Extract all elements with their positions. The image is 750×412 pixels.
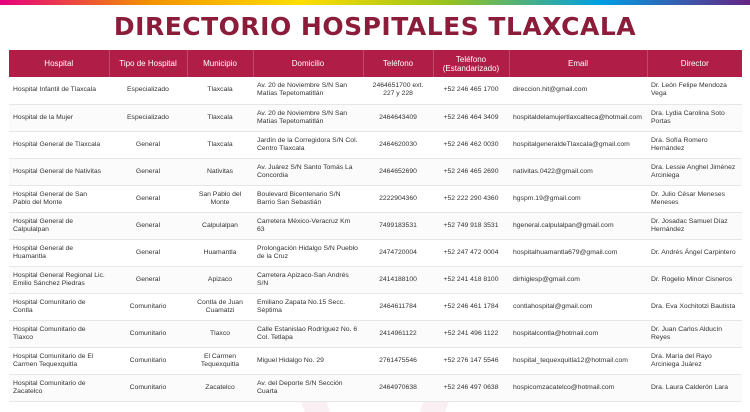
cell-domicilio: Av. Juárez S/N Santo Tomás La Concordia	[253, 158, 363, 185]
cell-director: Dr. León Felipe Mendoza Vega	[647, 77, 742, 104]
cell-email[interactable]: hospitalcontla@hotmail.com	[509, 320, 647, 347]
cell-domicilio: Prolongación Hidalgo S/N Pueblo de la Cruz	[253, 239, 363, 266]
cell-director: Dr. Josadac Samuel Díaz Hernández	[647, 212, 742, 239]
cell-telefono-estandarizado: +52 246 497 0638	[433, 374, 509, 401]
cell-municipio: Huamantla	[187, 239, 253, 266]
cell-municipio: Nativitas	[187, 158, 253, 185]
cell-domicilio: Emiliano Zapata No.15 Secc. Séptima	[253, 293, 363, 320]
cell-telefono-estandarizado: +52 749 918 3531	[433, 212, 509, 239]
cell-municipio: El Carmen Tequexquitla	[187, 347, 253, 374]
column-header-telefono: Teléfono	[363, 50, 433, 77]
cell-telefono-estandarizado: +52 246 461 1784	[433, 293, 509, 320]
cell-telefono: 2761475546	[363, 347, 433, 374]
cell-domicilio: Jardín de la Corregidora S/N Col. Centro Tlaxcala	[253, 131, 363, 158]
table-row	[9, 77, 742, 104]
cell-director: Dra. María del Rayo Arciniega Juárez	[647, 347, 742, 374]
cell-hospital: Hospital General de San Pablo del Monte	[9, 185, 109, 212]
hospital-directory-table	[9, 50, 742, 402]
cell-municipio: Tlaxcala	[187, 131, 253, 158]
cell-email[interactable]: contlahospital@gmail.com	[509, 293, 647, 320]
cell-telefono: 2464643409	[363, 104, 433, 131]
cell-director: Dra. Lydia Carolina Soto Portas	[647, 104, 742, 131]
cell-hospital: Hospital Comunitario de El Carmen Tequexquitla	[9, 347, 109, 374]
cell-hospital: Hospital General de Huamantla	[9, 239, 109, 266]
cell-telefono: 2464651700 ext. 227 y 228	[363, 77, 433, 104]
cell-municipio: Tlaxco	[187, 320, 253, 347]
cell-municipio: Zacatelco	[187, 374, 253, 401]
cell-tipo: General	[109, 131, 187, 158]
cell-tipo: Comunitario	[109, 374, 187, 401]
cell-telefono: 2222904360	[363, 185, 433, 212]
column-header-email: Email	[509, 50, 647, 77]
cell-email[interactable]: hospicomzacatelco@hotmail.com	[509, 374, 647, 401]
cell-tipo: Especializado	[109, 77, 187, 104]
cell-email[interactable]: hospitaldelamujertlaxcalteca@hotmail.com	[509, 104, 647, 131]
table-row	[9, 239, 742, 266]
cell-director: Dra. Laura Calderón Lara	[647, 374, 742, 401]
cell-tipo: Comunitario	[109, 293, 187, 320]
cell-hospital: Hospital Comunitario de Tlaxco	[9, 320, 109, 347]
cell-municipio: Calpulalpan	[187, 212, 253, 239]
cell-telefono: 2464611784	[363, 293, 433, 320]
cell-municipio: Tlaxcala	[187, 104, 253, 131]
cell-domicilio: Carretera Apizaco-San Andrés S/N	[253, 266, 363, 293]
cell-telefono: 2464620030	[363, 131, 433, 158]
column-header-municipio: Municipio	[187, 50, 253, 77]
cell-tipo: General	[109, 185, 187, 212]
cell-tipo: General	[109, 266, 187, 293]
cell-municipio: Contla de Juan Cuamatzi	[187, 293, 253, 320]
cell-telefono: 2464652690	[363, 158, 433, 185]
cell-email[interactable]: hgspm.19@gmail.com	[509, 185, 647, 212]
cell-director: Dra. Sofía Romero Hernández	[647, 131, 742, 158]
table-body	[9, 77, 742, 401]
cell-hospital: Hospital General de Tlaxcala	[9, 131, 109, 158]
cell-municipio: San Pablo del Monte	[187, 185, 253, 212]
cell-domicilio: Carretera México-Veracruz Km 63	[253, 212, 363, 239]
cell-telefono-estandarizado: +52 246 462 0030	[433, 131, 509, 158]
table-row	[9, 212, 742, 239]
cell-domicilio: Av. 20 de Noviembre S/N San Matías Tepetomatitlán	[253, 77, 363, 104]
cell-telefono-estandarizado: +52 246 465 2690	[433, 158, 509, 185]
cell-domicilio: Miguel Hidalgo No. 29	[253, 347, 363, 374]
cell-telefono-estandarizado: +52 241 418 8100	[433, 266, 509, 293]
column-header-tipo: Tipo de Hospital	[109, 50, 187, 77]
cell-domicilio: Calle Estanislao Rodríguez No. 6 Col. Tetlapa	[253, 320, 363, 347]
column-header-domicilio: Domicilio	[253, 50, 363, 77]
cell-tipo: Comunitario	[109, 320, 187, 347]
cell-director: Dra. Eva Xochitotzi Bautista	[647, 293, 742, 320]
table-row	[9, 266, 742, 293]
cell-tipo: Especializado	[109, 104, 187, 131]
table-row	[9, 131, 742, 158]
cell-email[interactable]: nativitas.0422@gmail.com	[509, 158, 647, 185]
cell-tipo: Comunitario	[109, 347, 187, 374]
table-header-row	[9, 50, 742, 77]
column-header-hospital: Hospital	[9, 50, 109, 77]
cell-municipio: Apizaco	[187, 266, 253, 293]
cell-telefono-estandarizado: +52 222 290 4360	[433, 185, 509, 212]
cell-domicilio: Av. del Deporte S/N Sección Cuarta	[253, 374, 363, 401]
cell-telefono: 7499183531	[363, 212, 433, 239]
cell-telefono: 2474720004	[363, 239, 433, 266]
color-stripe	[0, 0, 750, 5]
cell-municipio: Tlaxcala	[187, 77, 253, 104]
cell-email[interactable]: dirhiglesp@gmail.com	[509, 266, 647, 293]
table-row	[9, 374, 742, 401]
cell-director: Dra. Lessie Anghel Jiménez Arciniega	[647, 158, 742, 185]
cell-telefono-estandarizado: +52 246 465 1700	[433, 77, 509, 104]
cell-telefono-estandarizado: +52 241 496 1122	[433, 320, 509, 347]
cell-telefono-estandarizado: +52 276 147 5546	[433, 347, 509, 374]
cell-tipo: General	[109, 158, 187, 185]
cell-telefono: 2464970638	[363, 374, 433, 401]
table-row	[9, 347, 742, 374]
table-row	[9, 293, 742, 320]
page-title: DIRECTORIO HOSPITALES TLAXCALA	[113, 12, 637, 41]
cell-hospital: Hospital Comunitario de Zacatelco	[9, 374, 109, 401]
table-row	[9, 320, 742, 347]
cell-hospital: Hospital General de Calpulalpan	[9, 212, 109, 239]
cell-email[interactable]: direccion.hit@gmail.com	[509, 77, 647, 104]
cell-telefono: 2414188100	[363, 266, 433, 293]
cell-hospital: Hospital General de Nativitas	[9, 158, 109, 185]
cell-tipo: General	[109, 212, 187, 239]
cell-hospital: Hospital Infantil de Tlaxcala	[9, 77, 109, 104]
cell-director: Dr. Juan Carlos Alducín Reyes	[647, 320, 742, 347]
cell-tipo: General	[109, 239, 187, 266]
cell-email[interactable]: hospitalgeneraldeTlaxcala@gmail.com	[509, 131, 647, 158]
cell-telefono: 2414961122	[363, 320, 433, 347]
table-row	[9, 185, 742, 212]
cell-hospital: Hospital Comunitario de Contla	[9, 293, 109, 320]
cell-hospital: Hospital de la Mujer	[9, 104, 109, 131]
cell-email[interactable]: hospital_tequexquitla12@hotmail.com	[509, 347, 647, 374]
cell-telefono-estandarizado: +52 247 472 0004	[433, 239, 509, 266]
cell-telefono-estandarizado: +52 246 464 3409	[433, 104, 509, 131]
cell-hospital: Hospital General Regional Lic. Emilio Sánchez Piedras	[9, 266, 109, 293]
cell-domicilio: Boulevard Bicentenario S/N Barrio San Sebastián	[253, 185, 363, 212]
table-row	[9, 104, 742, 131]
cell-director: Dr. Rogelio Minor Cisneros	[647, 266, 742, 293]
column-header-telefono-estandarizado: Teléfono (Estandarizado)	[433, 50, 509, 77]
cell-domicilio: Av. 20 de Noviembre S/N San Matías Tepetomatitlán	[253, 104, 363, 131]
cell-director: Dr. Julio César Meneses Meneses	[647, 185, 742, 212]
column-header-director: Director	[647, 50, 742, 77]
cell-email[interactable]: hospitalhuamantla679@gmail.com	[509, 239, 647, 266]
cell-email[interactable]: hgeneral.calpulalpan@gmail.com	[509, 212, 647, 239]
cell-director: Dr. Andrés Ángel Carpintero	[647, 239, 742, 266]
table-row	[9, 158, 742, 185]
